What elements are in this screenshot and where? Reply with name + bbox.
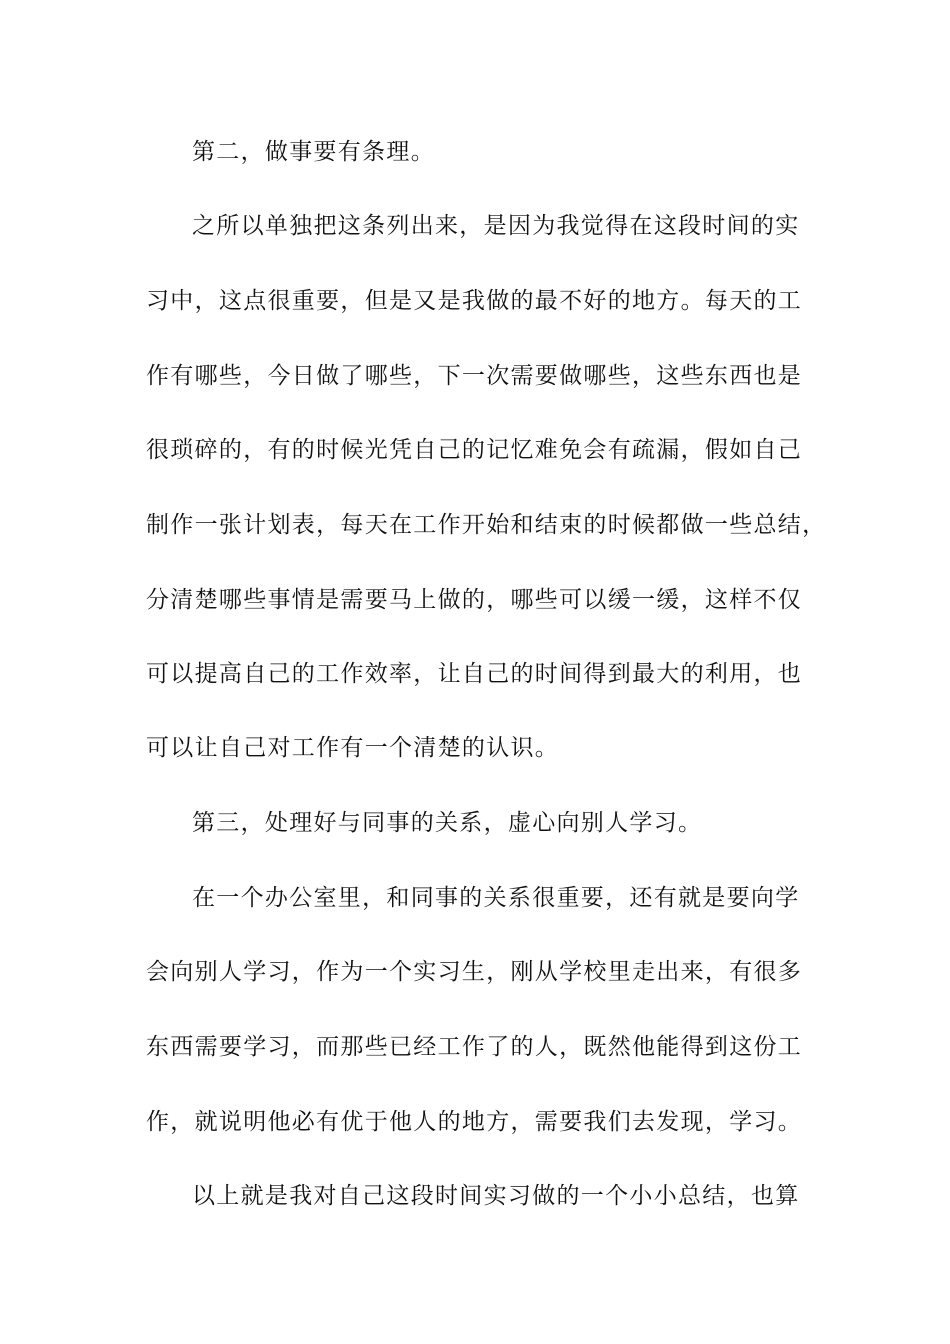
section-heading-2: 第二，做事要有条理。	[192, 139, 435, 165]
paragraph-line: 作，就说明他必有优于他人的地方，需要我们去发现，学习。	[146, 1109, 803, 1135]
paragraph-line: 作有哪些，今日做了哪些，下一次需要做哪些，这些东西也是	[146, 363, 803, 389]
section-heading-3: 第三，处理好与同事的关系，虚心向别人学习。	[192, 810, 703, 836]
paragraph-line: 会向别人学习，作为一个实习生，刚从学校里走出来，有很多	[146, 959, 803, 985]
paragraph-line: 可以提高自己的工作效率，让自己的时间得到最大的利用，也	[146, 661, 803, 687]
paragraph-line: 在一个办公室里，和同事的关系很重要，还有就是要向学	[192, 885, 800, 911]
paragraph-line: 分清楚哪些事情是需要马上做的，哪些可以缓一缓，这样不仅	[146, 587, 803, 613]
paragraph-line: 制作一张计划表，每天在工作开始和结束的时候都做一些总结，	[146, 512, 827, 538]
paragraph-line: 东西需要学习，而那些已经工作了的人，既然他能得到这份工	[146, 1034, 803, 1060]
paragraph-line: 习中，这点很重要，但是又是我做的最不好的地方。每天的工	[146, 288, 803, 314]
paragraph-line: 很琐碎的，有的时候光凭自己的记忆难免会有疏漏，假如自己	[146, 437, 803, 463]
paragraph-line: 以上就是我对自己这段时间实习做的一个小小总结，也算	[192, 1183, 800, 1209]
paragraph-line: 可以让自己对工作有一个清楚的认识。	[146, 735, 560, 761]
paragraph-line: 之所以单独把这条列出来，是因为我觉得在这段时间的实	[192, 213, 800, 239]
